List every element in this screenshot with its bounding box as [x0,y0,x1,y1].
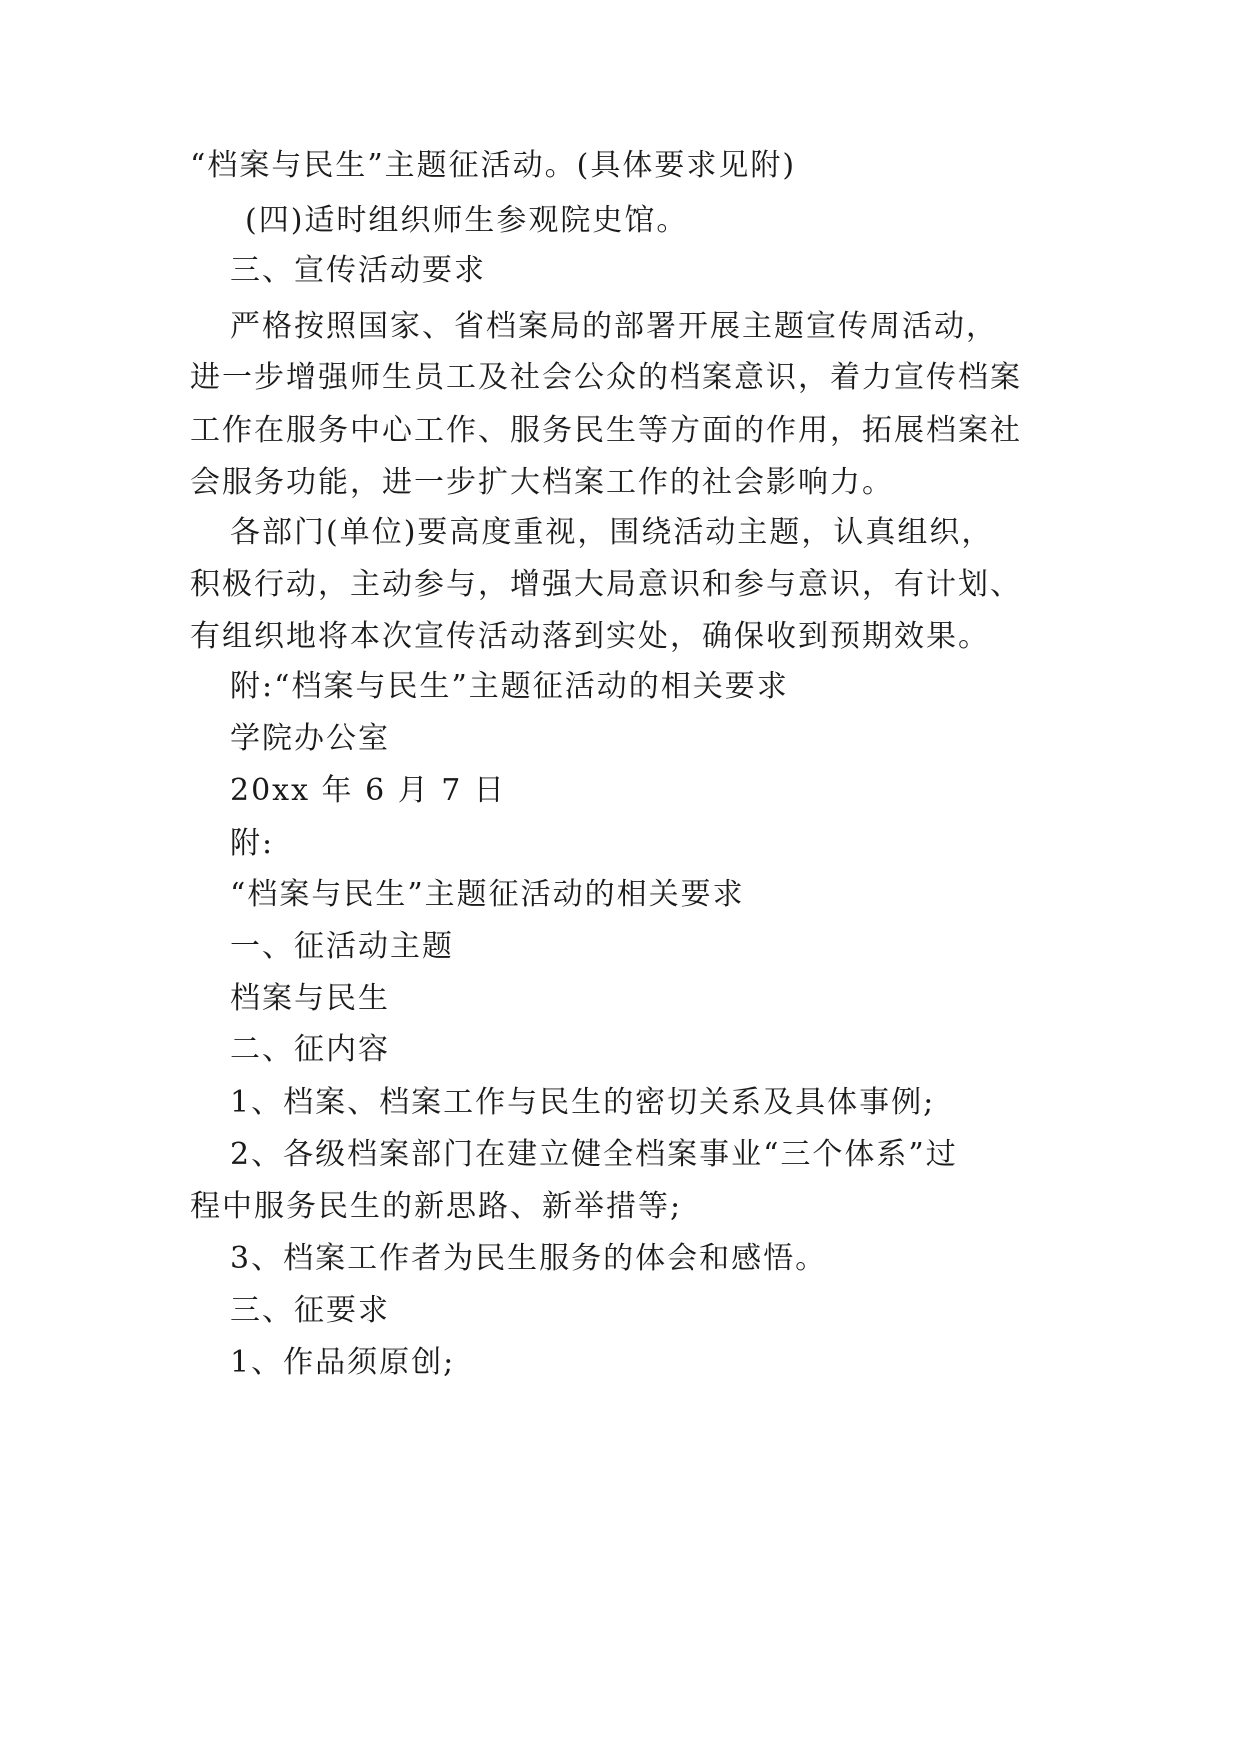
theme-text: 档案与民生 [230,981,390,1016]
body-line-1: “档案与民生”主题征活动。(具体要求见附) [190,148,797,183]
content-item-3: 3、档案工作者为民生服务的体会和感悟。 [230,1241,828,1276]
body-line-7: 会服务功能，进一步扩大档案工作的社会影响力。 [190,465,894,500]
requirement-item-1: 1、作品须原创; [230,1345,456,1380]
content-item-2-cont: 程中服务民生的新思路、新举措等; [190,1189,683,1224]
content-item-1: 1、档案、档案工作与民生的密切关系及具体事例; [230,1085,936,1120]
attachment-note: 附:“档案与民生”主题征活动的相关要求 [230,669,789,704]
body-line-2: (四)适时组织师生参观院史馆。 [245,203,689,238]
attachment-title: “档案与民生”主题征活动的相关要求 [230,877,745,912]
attachment-label: 附: [230,826,275,861]
section-heading-3: 三、宣传活动要求 [230,253,486,288]
body-line-8: 各部门(单位)要高度重视，围绕活动主题，认真组织， [230,515,994,550]
section-heading-requirements: 三、征要求 [230,1293,390,1328]
signature-date: 20xx 年 6 月 7 日 [230,773,506,808]
signature-office: 学院办公室 [230,721,390,756]
body-line-9: 积极行动，主动参与，增强大局意识和参与意识，有计划、 [190,567,1022,602]
body-line-4: 严格按照国家、省档案局的部署开展主题宣传周活动， [230,309,998,344]
body-line-5: 进一步增强师生员工及社会公众的档案意识，着力宣传档案 [190,360,1022,395]
body-line-6: 工作在服务中心工作、服务民生等方面的作用，拓展档案社 [190,413,1022,448]
body-line-10: 有组织地将本次宣传活动落到实处，确保收到预期效果。 [190,619,990,654]
section-heading-content: 二、征内容 [230,1032,390,1067]
content-item-2: 2、各级档案部门在建立健全档案事业“三个体系”过 [230,1137,958,1172]
section-heading-theme: 一、征活动主题 [230,929,454,964]
